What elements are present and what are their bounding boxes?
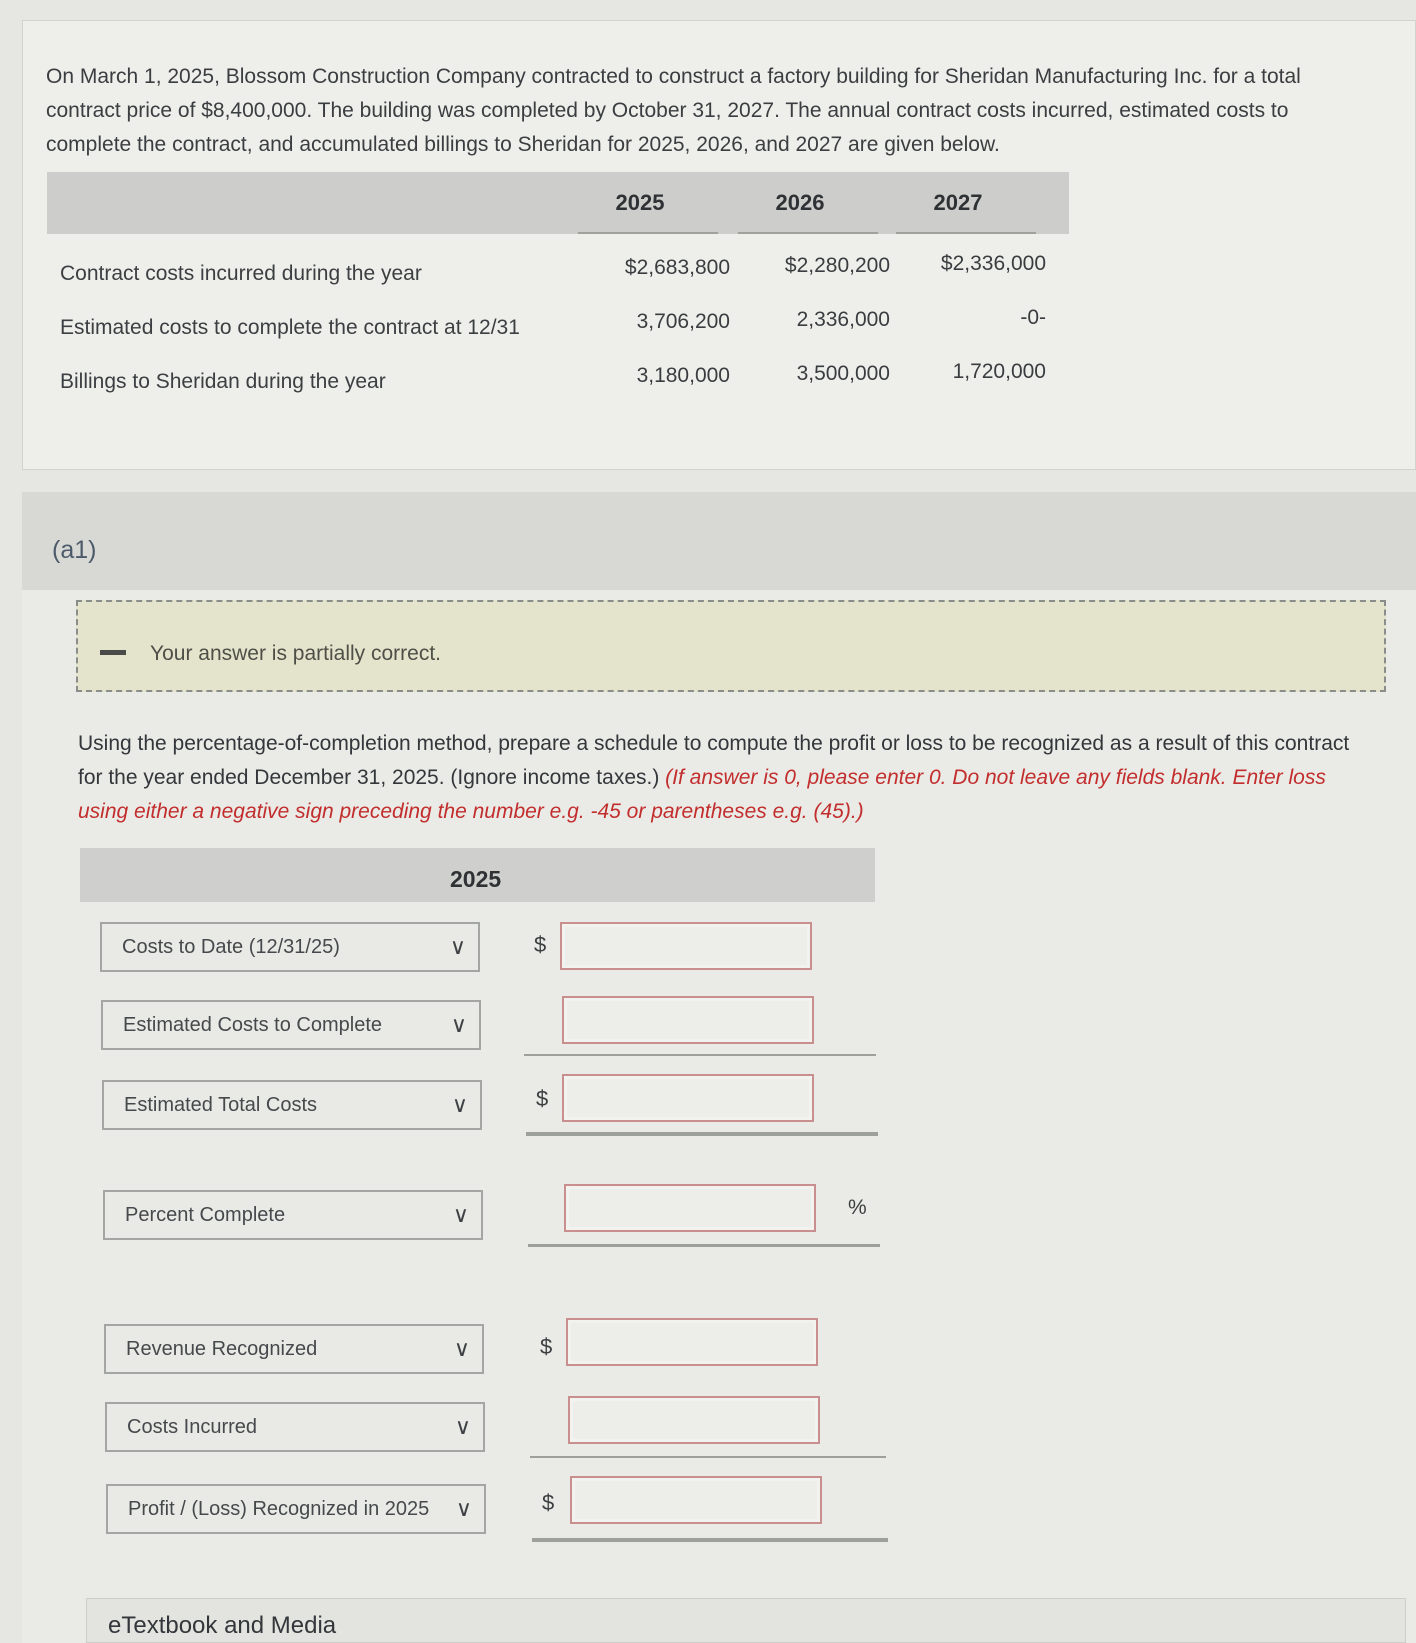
section-label: (a1) <box>52 536 97 564</box>
percent-rule <box>528 1244 880 1247</box>
percent-sign: % <box>848 1196 867 1219</box>
total-double-rule <box>526 1132 878 1136</box>
chevron-down-icon: ∨ <box>453 1336 470 1361</box>
dollar-sign: $ <box>540 1334 553 1359</box>
chevron-down-icon: ∨ <box>452 1202 469 1227</box>
chevron-down-icon: ∨ <box>450 1012 467 1037</box>
dollar-sign: $ <box>536 1086 549 1111</box>
given-row-label-billings: Billings to Sheridan during the year <box>60 370 386 393</box>
instruction-text: Using the percentage-of-completion method, prepare a schedule to compute the profit or loss to be recognized as a result of this contract for the year ended December 31, 2025. (Ignore income taxes.) <box>78 732 1350 789</box>
given-year-2025-rule <box>578 232 718 234</box>
given-cell: $2,336,000 <box>940 252 1046 275</box>
given-cell: 1,720,000 <box>952 360 1046 383</box>
chevron-down-icon: ∨ <box>449 934 466 959</box>
etextbook-link[interactable]: eTextbook and Media <box>108 1612 337 1639</box>
dollar-sign: $ <box>542 1490 555 1515</box>
chevron-down-icon: ∨ <box>451 1092 468 1117</box>
row-select-estimated-total-costs[interactable] <box>102 1080 482 1130</box>
alert-text: Your answer is partially correct. <box>150 642 442 665</box>
given-year-2026: 2026 <box>775 190 825 215</box>
given-cell: $2,683,800 <box>624 256 730 279</box>
select-value: Revenue Recognized <box>126 1337 318 1360</box>
select-value: Estimated Total Costs <box>124 1093 318 1116</box>
section-header-band <box>22 492 1416 590</box>
given-year-2025: 2025 <box>615 190 665 215</box>
row-select-percent-complete[interactable] <box>103 1190 483 1240</box>
row-select-revenue-recognized[interactable] <box>104 1324 484 1374</box>
schedule-year: 2025 <box>450 866 502 892</box>
given-cell: 3,500,000 <box>796 362 890 385</box>
select-value: Profit / (Loss) Recognized in 2025 <box>128 1497 430 1520</box>
costs-to-date-input[interactable] <box>560 922 812 970</box>
instruction-warning: (If answer is 0, please enter 0. Do not leave any fields blank. Enter loss using either a negative sign preceding the number e.g. -45 or parentheses e.g. (45).) <box>78 766 1326 823</box>
given-row-label-costs: Contract costs incurred during the year <box>60 262 422 285</box>
select-value: Estimated Costs to Complete <box>123 1013 382 1036</box>
sum-rule <box>524 1054 876 1056</box>
row-select-costs-incurred[interactable] <box>105 1402 485 1452</box>
select-value: Percent Complete <box>125 1203 286 1226</box>
partial-icon <box>100 650 126 655</box>
select-value: Costs to Date (12/31/25) <box>122 935 340 958</box>
instructions <box>78 727 1378 829</box>
given-year-2027-rule <box>896 232 1036 234</box>
chevron-down-icon: ∨ <box>454 1414 471 1439</box>
estimated-total-costs-input[interactable] <box>562 1074 814 1122</box>
given-row-label-estimated: Estimated costs to complete the contract at 12/31 <box>60 316 520 339</box>
sum-rule <box>530 1456 886 1458</box>
problem-intro: On March 1, 2025, Blossom Construction Company contracted to construct a factory building for Sheridan Manufacturing Inc. for a total contract price of $8,400,000. The building was completed by October 31, 2027. The annual contract costs incurred, estimated costs to complete the contract, and accumulated billings to Sheridan for 2025, 2026, and 2027 are given below. <box>46 65 1301 156</box>
chevron-down-icon: ∨ <box>455 1496 472 1521</box>
given-year-2027: 2027 <box>933 190 983 215</box>
given-cell: 3,706,200 <box>636 310 730 333</box>
given-cell: 2,336,000 <box>796 308 890 331</box>
row-select-costs-to-date[interactable] <box>100 922 480 972</box>
row-select-estimated-costs-to-complete[interactable] <box>101 1000 481 1050</box>
given-year-2026-rule <box>738 232 878 234</box>
row-select-profit-loss[interactable] <box>106 1484 486 1534</box>
dollar-sign: $ <box>534 932 547 957</box>
costs-incurred-input[interactable] <box>568 1396 820 1444</box>
given-cell: $2,280,200 <box>784 254 890 277</box>
profit-loss-input[interactable] <box>570 1476 822 1524</box>
given-cell: 3,180,000 <box>636 364 730 387</box>
total-double-rule <box>532 1538 888 1542</box>
estimated-costs-to-complete-input[interactable] <box>562 996 814 1044</box>
given-cell: -0- <box>1020 306 1046 329</box>
select-value: Costs Incurred <box>127 1415 258 1438</box>
revenue-recognized-input[interactable] <box>566 1318 818 1366</box>
percent-complete-input[interactable] <box>564 1184 816 1232</box>
